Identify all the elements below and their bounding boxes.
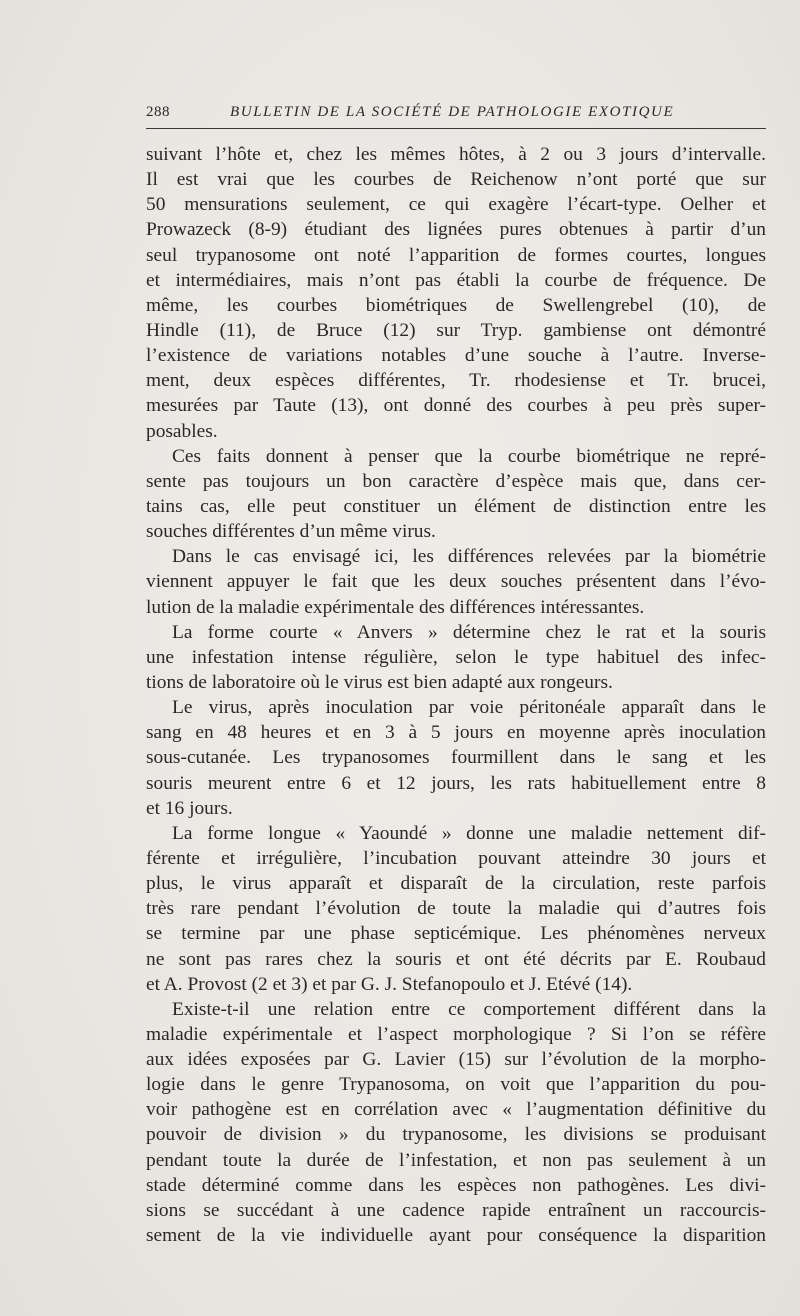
body-text xyxy=(146,142,766,1248)
text-line: La forme longue « Yaoundé » donne une maladie nettement dif- xyxy=(172,822,766,844)
text-line: souches différentes d’un même virus. xyxy=(146,521,436,543)
text-line: Existe-t-il une relation entre ce comportement différent dans la xyxy=(172,998,766,1020)
text-line: tions de laboratoire où le virus est bien adapté aux rongeurs. xyxy=(146,671,613,693)
text-line: l’existence de variations notables d’une souche à l’autre. Inverse- xyxy=(146,345,766,367)
text-line: très rare pendant l’évolution de toute la maladie qui d’autres fois xyxy=(146,898,766,920)
text-line: aux idées exposées par G. Lavier (15) sur l’évolution de la morpho- xyxy=(146,1049,766,1071)
header-rule xyxy=(146,128,766,129)
text-line: même, les courbes biométriques de Swellengrebel (10), de xyxy=(146,294,766,316)
text-line: une infestation intense régulière, selon le type habituel des infec- xyxy=(146,646,766,668)
text-line: La forme courte « Anvers » détermine chez le rat et la souris xyxy=(172,621,766,643)
text-line: voir pathogène est en corrélation avec « l’augmentation définitive du xyxy=(146,1099,766,1121)
text-line: Dans le cas envisagé ici, les différences relevées par la biométrie xyxy=(172,546,766,568)
text-line: suivant l’hôte et, chez les mêmes hôtes, à 2 ou 3 jours d’intervalle. xyxy=(146,144,766,165)
text-line: pouvoir de division » du trypanosome, les divisions se produisant xyxy=(146,1124,766,1146)
text-line: Ces faits donnent à penser que la courbe biométrique ne repré- xyxy=(172,445,766,467)
text-line: plus, le virus apparaît et disparaît de la circulation, reste parfois xyxy=(146,873,766,895)
text-line: viennent appuyer le fait que les deux souches présentent dans l’évo- xyxy=(146,571,766,593)
text-line: logie dans le genre Trypanosoma, on voit que l’apparition du pou- xyxy=(146,1074,766,1096)
text-line: Il est vrai que les courbes de Reichenow n’ont porté que sur xyxy=(146,169,766,191)
page-number: 288 xyxy=(146,104,170,120)
page-header xyxy=(146,104,766,126)
text-line: férente et irrégulière, l’incubation pouvant atteindre 30 jours et xyxy=(146,847,766,869)
text-line: sions se succédant à une cadence rapide entraînent un raccourcis- xyxy=(146,1199,766,1221)
text-line: 50 mensurations seulement, ce qui exagère l’écart-type. Oelher et xyxy=(146,194,766,216)
text-line: lution de la maladie expérimentale des différences intéressantes. xyxy=(146,596,645,618)
text-line: et intermédiaires, mais n’ont pas établi la courbe de fréquence. De xyxy=(146,269,766,291)
text-line: posables. xyxy=(146,420,218,442)
text-line: et 16 jours. xyxy=(146,797,233,819)
text-line: pendant toute la durée de l’infestation, et non pas seulement à un xyxy=(146,1149,766,1171)
running-title: BULLETIN DE LA SOCIÉTÉ DE PATHOLOGIE EXOTIQUE xyxy=(230,104,675,120)
text-line: sous-cutanée. Les trypanosomes fourmillent dans le sang et les xyxy=(146,747,766,769)
text-line: Prowazeck (8-9) étudiant des lignées pures obtenues à partir d’un xyxy=(146,219,766,241)
text-line: se termine par une phase septicémique. Les phénomènes nerveux xyxy=(146,923,766,945)
text-line: tains cas, elle peut constituer un élément de distinction entre les xyxy=(146,495,766,517)
text-line: stade déterminé comme dans les espèces non pathogènes. Les divi- xyxy=(146,1174,766,1196)
text-line: mesurées par Taute (13), ont donné des courbes à peu près super- xyxy=(146,395,766,417)
text-line: ne sont pas rares chez la souris et ont été décrits par E. Roubaud xyxy=(146,948,766,970)
text-line: ment, deux espèces différentes, Tr. rhodesiense et Tr. brucei, xyxy=(146,370,766,392)
text-line: sement de la vie individuelle ayant pour conséquence la disparition xyxy=(146,1225,766,1247)
text-line: sente pas toujours un bon caractère d’espèce mais que, dans cer- xyxy=(146,470,766,492)
text-line: souris meurent entre 6 et 12 jours, les rats habituellement entre 8 xyxy=(146,772,766,794)
text-line: sang en 48 heures et en 3 à 5 jours en moyenne après inoculation xyxy=(146,722,766,744)
text-line: et A. Provost (2 et 3) et par G. J. Stefanopoulo et J. Etévé (14). xyxy=(146,973,633,995)
text-line: Hindle (11), de Bruce (12) sur Tryp. gambiense ont démontré xyxy=(146,319,766,341)
text-line: Le virus, après inoculation par voie péritonéale apparaît dans le xyxy=(172,697,766,719)
text-line: seul trypanosome ont noté l’apparition de formes courtes, longues xyxy=(146,244,766,266)
text-line: maladie expérimentale et l’aspect morphologique ? Si l’on se réfère xyxy=(146,1023,766,1045)
